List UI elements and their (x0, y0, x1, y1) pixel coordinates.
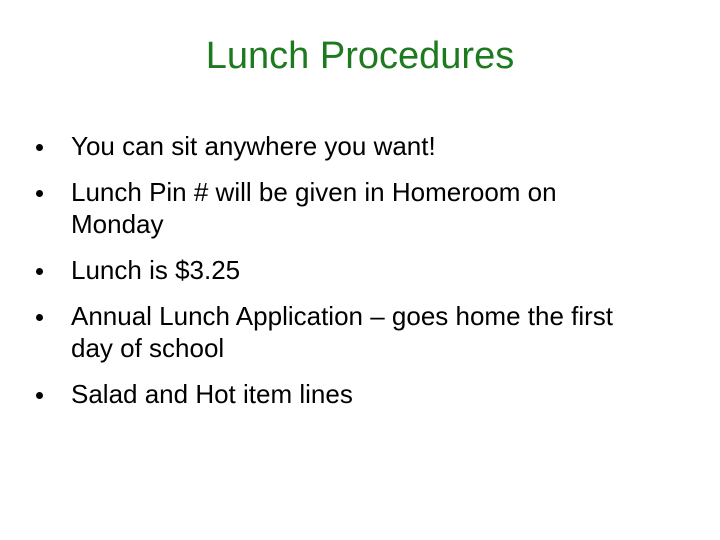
bullet-item (36, 300, 656, 364)
bullet-text: Annual Lunch Application – goes home the first day of school (71, 301, 614, 363)
bullet-list (36, 130, 656, 424)
bullet-item (36, 130, 656, 162)
bullet-item (36, 378, 656, 410)
bullet-item (36, 254, 656, 286)
bullet-dot-icon (36, 144, 43, 151)
bullet-item (36, 176, 656, 240)
bullet-text: Lunch Pin # will be given in Homeroom on Monday (71, 177, 557, 239)
bullet-dot-icon (36, 314, 43, 321)
slide-title: Lunch Procedures (205, 35, 515, 77)
bullet-text: Salad and Hot item lines (71, 379, 353, 409)
bullet-dot-icon (36, 190, 43, 197)
bullet-text: You can sit anywhere you want! (71, 131, 436, 161)
bullet-dot-icon (36, 392, 43, 399)
bullet-text: Lunch is $3.25 (71, 255, 241, 285)
bullet-dot-icon (36, 268, 43, 275)
